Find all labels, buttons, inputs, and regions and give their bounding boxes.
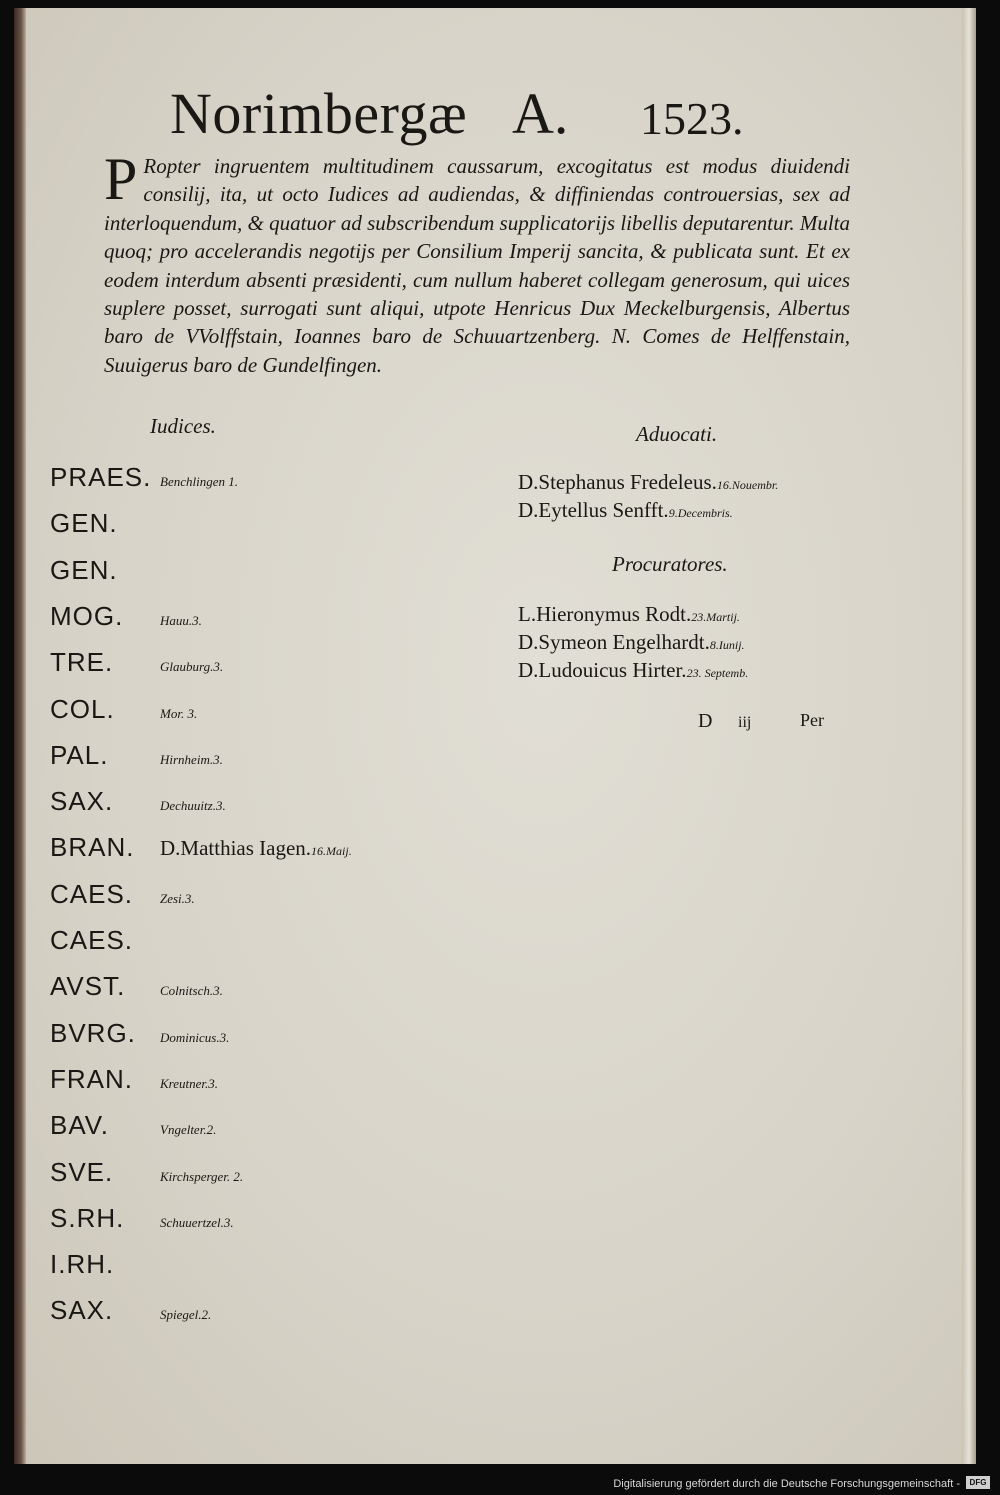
judge-name <box>160 983 223 999</box>
advocate-row <box>518 470 778 495</box>
judge-court-abbr: PAL. <box>50 739 109 770</box>
page-fore-edge <box>962 8 976 1464</box>
judge-name <box>160 1169 243 1185</box>
judge-court-abbr: SAX. <box>50 1295 114 1326</box>
judge-court-abbr: AVST. <box>50 971 126 1002</box>
judge-court-abbr: BRAN. <box>50 832 135 863</box>
judge-court-abbr: BVRG. <box>50 1017 136 1048</box>
signature-leaf: iij <box>738 714 752 731</box>
judge-name-text: Hirnheim.3. <box>160 751 223 767</box>
judge-court-abbr: CAES. <box>50 878 134 909</box>
judge-name <box>160 752 223 768</box>
procurator-date: 8.Iunij. <box>709 638 745 652</box>
book-spine-shadow <box>14 8 26 1464</box>
judge-name-text: Benchlingen 1. <box>160 474 238 489</box>
judge-court-abbr: COL. <box>50 693 115 724</box>
judge-court-abbr: SVE. <box>50 1156 114 1187</box>
judge-name <box>160 1307 211 1323</box>
procurator-name: D.Symeon Engelhardt. <box>518 630 710 654</box>
judge-court-abbr: MOG. <box>50 600 124 631</box>
procurator-date: 23. Septemb. <box>686 666 749 680</box>
judges-heading: Iudices. <box>150 414 216 438</box>
judge-name <box>160 798 226 814</box>
advocate-date: 9.Decembris. <box>668 506 733 520</box>
procurator-date: 23.Martij. <box>691 610 740 624</box>
judge-name <box>160 1076 218 1092</box>
title-a: A. <box>512 81 569 146</box>
advocate-date: 16.Nouembr. <box>716 478 779 492</box>
advocate-name: D.Stephanus Fredeleus. <box>518 470 717 494</box>
page-title: Norimbergæ <box>170 81 468 146</box>
procurator-row <box>518 602 740 627</box>
judge-name-text: Dominicus.3. <box>160 1029 230 1045</box>
judge-name <box>160 836 352 861</box>
procurators-heading: Procuratores. <box>612 552 728 576</box>
intro-paragraph <box>104 146 850 379</box>
judge-name-text: Glauburg.3. <box>160 659 224 675</box>
judge-court-abbr: SAX. <box>50 786 114 817</box>
judge-court-abbr: PRAES. <box>50 462 152 492</box>
title-year: 1523. <box>640 93 744 144</box>
judge-name-text: Schuuertzel.3. <box>160 1214 234 1230</box>
catchword: Per <box>800 710 824 730</box>
judge-name-text: Mor. 3. <box>160 705 198 721</box>
signature-mark: D <box>698 710 713 732</box>
judge-court-abbr: TRE. <box>50 647 114 678</box>
judge-date-note: 16.Maij. <box>311 844 352 859</box>
judge-court-abbr: BAV. <box>50 1110 109 1141</box>
procurator-row <box>518 658 748 683</box>
judge-court-abbr: I.RH. <box>50 1249 115 1280</box>
judge-court-abbr: FRAN. <box>50 1063 133 1094</box>
judge-name-text: Dechuuitz.3. <box>160 798 226 814</box>
judge-name <box>160 1030 229 1046</box>
judge-name <box>160 891 195 907</box>
judge-name <box>160 659 223 675</box>
judge-court-abbr: S.RH. <box>50 1202 125 1233</box>
judge-name <box>160 1215 234 1231</box>
judge-name-text: Colnitsch.3. <box>160 983 223 999</box>
drop-cap: P <box>104 146 138 212</box>
judge-name <box>160 474 238 490</box>
intro-text: Ropter ingruentem multitudinem caussarum, excogitatus est modus diuidendi consilij, ita, ut octo Iudices ad audiendas, & diffiniendas controuersias, sex ad interloquendum, & quatuor ad subscribendum supplicatorijs libellis deputarentur. Multa quoq; pro accelerandis negotijs per Consilium Imperij sancita, & publicata sunt. Et ex eodem interdum absenti præsidenti, cum nullum haberet collegam generosum, qui uices suplere posset, surrogati sunt aliqui, utpote Henricus Dux Meckelburgensis, Albertus baro de VVolffstain, Ioannes baro de Schuuartzenberg. N. Comes de Helffenstain, Suuigerus baro de Gundelfingen. <box>104 154 850 377</box>
judge-name <box>160 706 197 722</box>
procurator-row <box>518 630 745 655</box>
judge-name-text: Hauu.3. <box>160 612 202 628</box>
judge-court-abbr: GEN. <box>50 508 118 539</box>
judge-name <box>160 1122 216 1138</box>
judge-court-abbr: GEN. <box>50 554 118 585</box>
advocates-heading: Aduocati. <box>636 422 718 446</box>
procurator-name: L.Hieronymus Rodt. <box>518 602 692 626</box>
digitization-credit: Digitalisierung gefördert durch die Deutsche Forschungsgemeinschaft - <box>613 1478 960 1490</box>
dfg-logo: DFG <box>966 1476 990 1489</box>
judge-name-text: Kirchsperger. 2. <box>160 1168 244 1184</box>
judge-name <box>160 613 202 629</box>
judge-name-text: D.Matthias Iagen. <box>160 836 312 861</box>
advocate-name: D.Eytellus Senfft. <box>518 498 669 522</box>
judge-name-text: Kreutner.3. <box>160 1075 219 1091</box>
judge-name-text: Vngelter.2. <box>160 1122 217 1138</box>
judge-name-text: Spiegel.2. <box>160 1307 212 1323</box>
judge-name-text: Zesi.3. <box>160 890 195 906</box>
procurator-name: D.Ludouicus Hirter. <box>518 658 687 682</box>
judge-court-abbr: CAES. <box>50 925 134 955</box>
advocate-row <box>518 498 733 523</box>
